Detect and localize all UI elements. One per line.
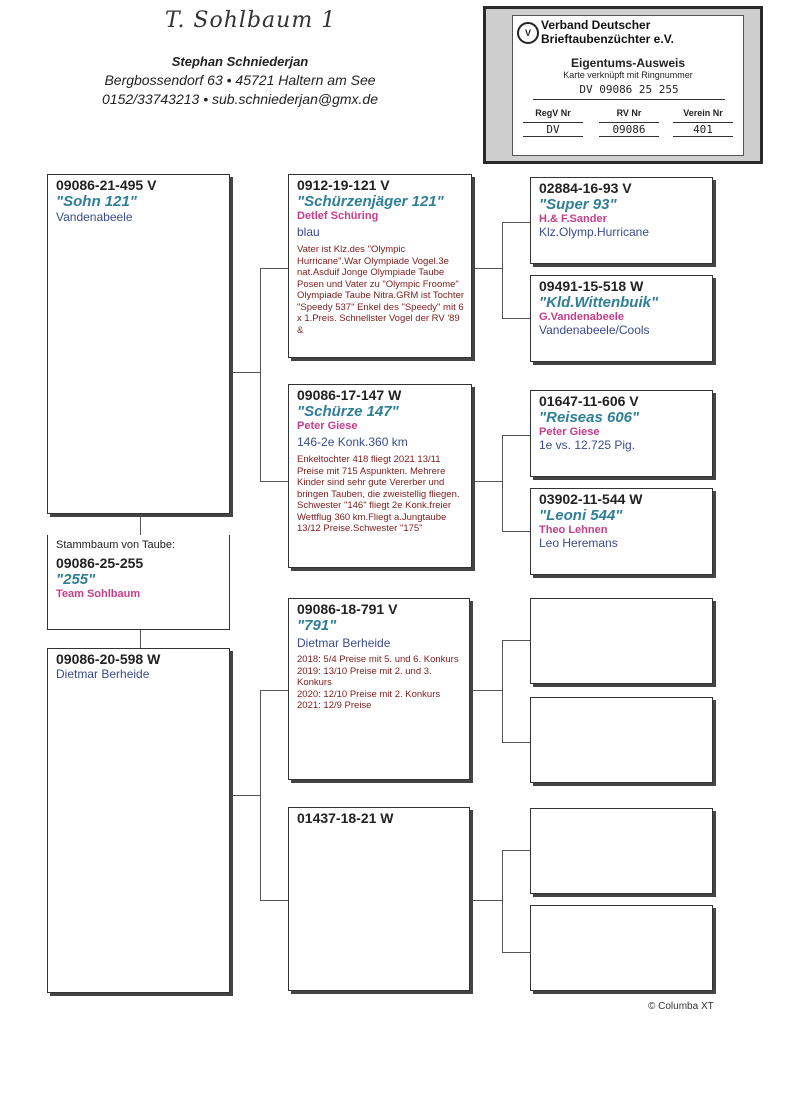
great-grandparent-box-4 [530,488,713,575]
paternal-grandfather-note: Vater ist Klz.des "Olympic Hurricane".War Olympiade Vogel.3e nat.Asduif Jonge Olympiade Taube Posen und Vater zu "Olympic Froome" Olympiade Taube Nitra.GRM ist Tochter "Speedy 537" Enkel des "Speedy" mit 6 x 1.Preis. Schnellster Vogel der RV '89 & [297,244,465,336]
great-grandparent-box-8 [530,905,713,991]
paternal-grandfather-name: "Schürzenjäger 121" [297,193,444,210]
father-strain: Vandenabeele [56,210,133,224]
great-grandparent-box-2 [530,275,713,362]
maternal-grandfather-breeder: Dietmar Berheide [297,636,391,650]
card-value-regv: DV [523,122,583,137]
ownership-card [483,6,763,164]
great-grandparent-ring: 09491-15-518 W [539,278,644,294]
great-grandparent-breeder: Peter Giese [539,426,600,438]
paternal-grandmother-note: Enkeltochter 418 fliegt 2021 13/11 Preise mit 715 Aspunkten. Mehrere Kinder sind sehr gute Vererber und bringen Tauben, die zweistellig fliegen. Schwester "146" fliegt 2e Konk.freier Wettflug 360 km.Fliegt a.Jungtaube 13/12 Preise.Schwester "175" [297,454,460,534]
maternal-grandfather-name: "791" [297,617,337,634]
footer-copyright: © Columba XT [648,1001,714,1012]
card-organization: Verband Deutscher Brieftaubenzüchter e.V. [541,18,674,46]
card-title: Eigentums-Ausweis [570,56,686,70]
connector [260,268,261,482]
great-grandparent-strain: 1e vs. 12.725 Pig. [539,438,636,452]
great-grandparent-breeder: G.Vandenabeele [539,311,624,323]
connector [502,222,503,318]
connector [502,850,503,952]
father-box [47,174,230,514]
great-grandparent-ring: 02884-16-93 V [539,180,632,196]
connector [502,640,530,641]
paternal-grandfather-ring: 0912-19-121 V [297,177,390,193]
connector [502,640,503,742]
connector [472,268,502,269]
paternal-grandfather-color: blau [297,225,320,239]
card-label-verein: Verein Nr [683,108,723,118]
card-value-rv: 09086 [599,122,659,137]
paternal-grandfather-breeder: Detlef Schüring [297,210,379,222]
connector [502,742,530,743]
great-grandparent-name: "Reiseas 606" [539,409,640,426]
connector [502,318,530,319]
great-grandparent-box-6 [530,697,713,783]
maternal-grandfather-box [288,598,470,780]
great-grandparent-box-7 [530,808,713,894]
maternal-grandfather-ring: 09086-18-791 V [297,601,398,617]
mother-strain: Dietmar Berheide [56,667,150,681]
connector [472,481,502,482]
owner-address: Bergbossendorf 63 • 45721 Haltern am See [104,72,376,88]
card-label-regv: RegV Nr [535,108,571,118]
connector [502,850,530,851]
subject-name: "255" [56,571,96,588]
maternal-grandmother-box [288,807,470,991]
connector [230,795,260,796]
card-body [512,15,744,156]
connector [502,435,503,531]
handwritten-note: T. Sohlbaum 1 [165,8,337,33]
subject-ring: 09086-25-255 [56,555,144,571]
connector [230,372,260,373]
maternal-grandmother-ring: 01437-18-21 W [297,810,394,826]
connector [260,481,288,482]
connector [472,690,502,691]
subject-caption: Stammbaum von Taube: [48,539,175,553]
mother-ring: 09086-20-598 W [56,651,161,667]
great-grandparent-name: "Leoni 544" [539,507,623,524]
great-grandparent-breeder: H.& F.Sander [539,213,607,225]
father-ring: 09086-21-495 V [56,177,157,193]
maternal-grandfather-note: 2018: 5/4 Preise mit 5. und 6. Konkurs 2019: 13/10 Preise mit 2. und 3. Konkurs 2020: 12/10 Preise mit 2. Konkurs 2021: 12/9 Preise [297,654,459,711]
great-grandparent-strain: Klz.Olymp.Hurricane [539,225,650,239]
connector [502,222,530,223]
card-ring-number: DV 09086 25 255 [533,83,725,100]
connector [260,690,261,900]
connector [502,531,530,532]
owner-header [90,52,390,109]
connector [502,435,530,436]
paternal-grandmother-name: "Schürze 147" [297,403,399,420]
great-grandparent-box-3 [530,390,713,477]
paternal-grandfather-box [288,174,472,358]
great-grandparent-strain: Leo Heremans [539,536,618,550]
connector [140,630,141,648]
paternal-grandmother-ring: 09086-17-147 W [297,387,402,403]
great-grandparent-name: "Kld.Wittenbuik" [539,294,659,311]
connector [260,690,288,691]
subject-breeder: Team Sohlbaum [56,588,141,600]
subject-box [47,535,230,630]
owner-name: Stephan Schniederjan [171,54,309,69]
connector [260,900,288,901]
great-grandparent-ring: 03902-11-544 W [539,491,643,507]
connector [140,515,141,535]
paternal-grandmother-box [288,384,472,568]
great-grandparent-breeder: Theo Lehnen [539,524,608,536]
great-grandparent-box-1 [530,177,713,264]
card-value-verein: 401 [673,122,733,137]
mother-box [47,648,230,993]
owner-contact: 0152/33743213 • sub.schniederjan@gmx.de [102,91,378,107]
paternal-grandmother-result: 146-2e Konk.360 km [297,435,408,449]
card-label-rv: RV Nr [616,108,642,118]
connector [502,952,530,953]
connector [472,900,502,901]
father-name: "Sohn 121" [56,193,137,210]
association-logo-icon: V [517,22,539,44]
great-grandparent-name: "Super 93" [539,196,617,213]
great-grandparent-strain: Vandenabeele/Cools [539,323,650,337]
great-grandparent-ring: 01647-11-606 V [539,393,639,409]
card-subtitle: Karte verknüpft mit Ringnummer [563,70,693,80]
great-grandparent-box-5 [530,598,713,684]
connector [260,268,288,269]
paternal-grandmother-breeder: Peter Giese [297,420,358,432]
